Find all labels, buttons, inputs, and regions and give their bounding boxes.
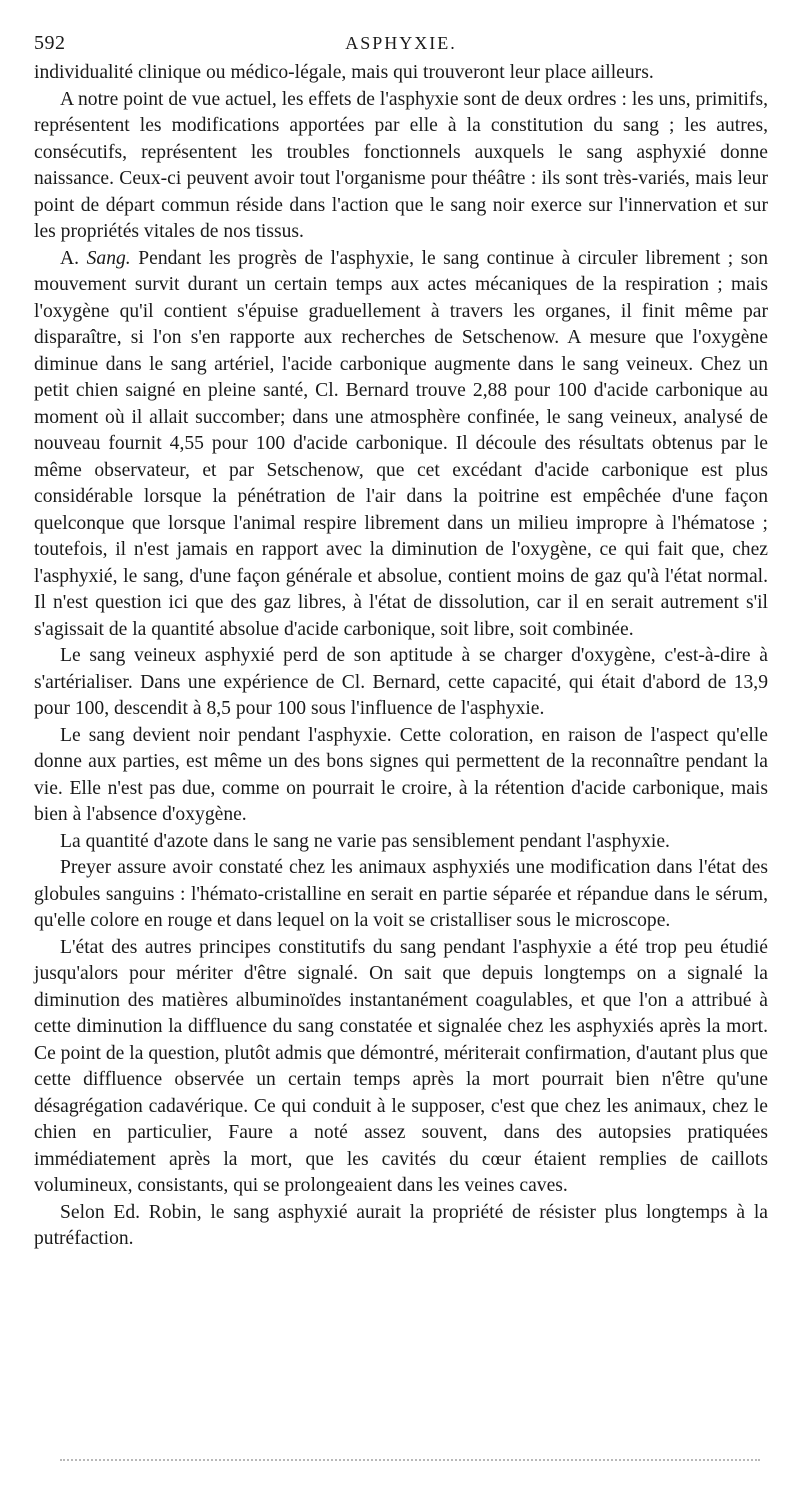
paragraph-effects-asphyxie: A notre point de vue actuel, les effets de l'asphyxie sont de deux ordres : les uns, primitifs, représentent les modifications apportées par elle à la constitution du sang ; les autres, consécutifs, représentent les troubles fonctionnels auxquels le sang asphyxié donne naissance. Ceux-ci peuvent avoir tout l'organisme pour théâtre : ils sont très-variés, mais leur point de départ commun réside dans l'action que le sang noir exerce sur l'innervation et sur les propriétés vitales de nos tissus. <box>34 88 768 242</box>
page-number: 592 <box>34 32 66 54</box>
bottom-dotted-rule <box>60 1459 760 1461</box>
paragraph-robin: Selon Ed. Robin, le sang asphyxié aurait la propriété de résister plus longtemps à la putréfaction. <box>34 1201 768 1249</box>
running-head <box>34 30 768 56</box>
paragraph-azote: La quantité d'azote dans le sang ne varie pas sensiblement pendant l'asphyxie. <box>60 830 670 852</box>
paragraph-preyer: Preyer assure avoir constaté chez les animaux asphyxiés une modification dans l'état des globules sanguins : l'hémato-cristalline en serait en partie séparée et répandue dans le sérum, qu'elle colore en rouge et dans lequel on la voit se cristalliser sous le microscope. <box>34 857 768 931</box>
paragraph-coloration: Le sang devient noir pendant l'asphyxie. Cette coloration, en raison de l'aspect qu'elle donne aux parties, est même un des bons signes qui permettent de la reconnaître pendant la vie. Elle n'est pas due, comme on pourrait le croire, à la rétention d'acide carbonique, mais bien à l'absence d'oxygène. <box>34 724 768 825</box>
paragraph-section-sang <box>34 246 768 644</box>
section-sang-text: Pendant les progrès de l'asphyxie, le sang continue à circuler librement ; son mouvement survit durant un certain temps aux actes mécaniques de la respiration ; mais l'oxygène qu'il contient s'épuise graduellement à travers les organes, il finit même par disparaître, si l'on s'en rapporte aux recherches de Setschenow. A mesure que l'oxygène diminue dans le sang artériel, l'acide carbonique augmente dans le sang veineux. Chez un petit chien saigné en pleine santé, Cl. Bernard trouve 2,88 pour 100 d'acide carbonique au moment où il allait succomber; dans une atmosphère confinée, le sang veineux, analysé de nouveau fournit 4,55 pour 100 d'acide carbonique. Il découle des résultats obtenus par le même observateur, et par Setschenow, que cet excédant d'acide carbonique est plus considérable lorsque la pénétration de l'air dans la poitrine est empêchée d'une façon quelconque que lorsque l'animal respire librement dans un milieu impropre à l'hématose ; toutefois, il n'est jamais en rapport avec la diminution de l'oxygène, ce qui fait que, chez l'asphyxié, le sang, d'une façon générale et absolue, contient moins de gaz qu'à l'état normal. Il n'est question ici que des gaz libres, à l'état de dissolution, car il en serait autrement s'il s'agissait de la quantité absolue d'acide carbonique, soit libre, soit combinée. <box>34 247 768 640</box>
body-text <box>34 60 768 1253</box>
paragraph-arterialisation: Le sang veineux asphyxié perd de son aptitude à se charger d'oxygène, c'est-à-dire à s'artérialiser. Dans une expérience de Cl. Bernard, cette capacité, qui était d'abord de 13,9 pour 100, descendit à 8,5 pour 100 sous l'influence de l'asphyxie. <box>34 645 768 719</box>
paragraph-continuation: individualité clinique ou médico-légale, mais qui trouveront leur place ailleurs. <box>34 62 654 83</box>
running-title: ASPHYXIE. <box>345 33 457 53</box>
section-title: Sang. <box>86 247 131 269</box>
section-label: A. <box>60 247 80 269</box>
paragraph-principes: L'état des autres principes constitutifs du sang pendant l'asphyxie a été trop peu étudié jusqu'alors pour mériter d'être signalé. On sait que depuis longtemps on a signalé la diminution des matières albuminoïdes instantanément coagulables, et que l'on a attribué à cette diminution la diffluence du sang constatée et signalée chez les asphyxiés après la mort. Ce point de la question, plutôt admis que démontré, mériterait confirmation, d'autant plus que cette diffluence observée un certain temps après la mort pourrait bien n'être qu'une désagrégation cadavérique. Ce qui conduit à le supposer, c'est que chez les animaux, chez le chien en particulier, Faure a noté assez souvent, dans des autopsies pratiquées immédiatement après la mort, que les cavités du cœur étaient remplies de caillots volumineux, consistants, qui se prolongeaient dans les veines caves. <box>34 936 768 1196</box>
